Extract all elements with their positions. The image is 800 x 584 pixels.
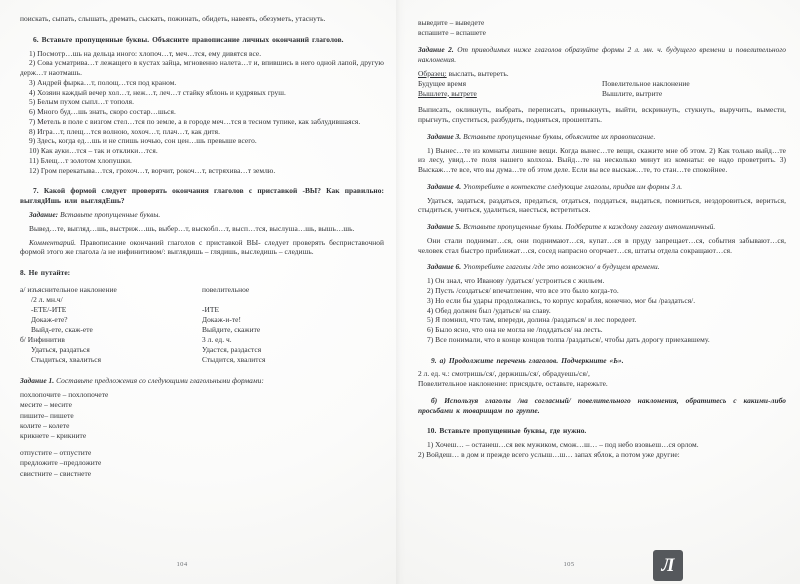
task-2-line	[418, 45, 786, 65]
word-pair: похлопочите – похлопочете	[20, 390, 109, 400]
task-6-item: 3) Но если бы удары продолжались, то корпус корабля, конечно, мог бы /раздаться/.	[427, 295, 696, 305]
right-page-number: 105	[563, 561, 575, 568]
future-tense-column-body: Вышлете, вытрете	[418, 88, 477, 98]
exercise-6-item: 10) Как ауки…тся – так и отклики…тся.	[29, 146, 158, 156]
exercise-6-item: 1) Посмотр…шь на дельца иного: хлопоч…т, меч…тся, ему дивятся все.	[29, 48, 262, 58]
comment-text: Правописание окончаний глаголов с приставкой ВЫ- следует проверять бесприставочной формой этого же глагола /а не инфинитивом/: выглядишь – глядишь, выследишь – следишь.	[20, 237, 384, 257]
task-4-text: Употребите в контексте следующие глаголы, придав им формы 3 л.	[463, 181, 683, 191]
exercise-8-right-cell: Докаж-и-те!	[202, 315, 242, 325]
left-page-content	[20, 14, 384, 479]
exercise-9a-heading: 9. а) Продолжите перечень глаголов. Подчеркните «Ь».	[431, 355, 624, 365]
exercise-8-left-cell: Удаться, раздаться	[31, 345, 90, 355]
task-2-verb-list: Выписать, окликнуть, выбрать, переписать, привыкнуть, выйти, вскрикнуть, стукнуть, выручить, вымести, прыгнуть, спуститься, разбудить, подняться, прошептать.	[418, 105, 786, 125]
exercise-8-left-cell: Стыдиться, хвалиться	[31, 355, 102, 365]
task-2-columns-body	[418, 89, 786, 99]
task-2-text: От приводимых ниже глаголов образуйте формы 2 л. мн. ч. будущего времени и повелительного наклонения.	[418, 45, 787, 65]
task-6-item: 7) Все понимали, что в конце концов толпа /раздаться/, чтобы дать дорогу приехавшему.	[427, 334, 710, 344]
publisher-logo	[653, 550, 683, 581]
exercise-9b-heading: б) Используя глаголы /на согласный/ повелительного наклонения, обратитесь с какими-либо просьбами к товарищам по группе.	[418, 395, 786, 415]
task-1-label: Задание 1.	[20, 376, 55, 386]
exercise-8-heading: 8. Не путайте:	[20, 268, 71, 278]
imperative-column-head: Повелительное наклонение	[602, 78, 690, 88]
task-3-text: Вставьте пропущенные буквы, объясните их правописание.	[463, 131, 656, 141]
right-page	[400, 0, 800, 584]
exercise-8-table	[20, 285, 384, 366]
exercise-6-item: 7) Метель в поле с визгом стел…тся по земле, а в городе меч…тся в тесном тупике, как заблудившаяся.	[29, 116, 361, 126]
comment-label: Комментарий.	[29, 237, 77, 247]
task-3-label: Задание 3.	[427, 131, 462, 141]
exercise-9-line-2: Повелительное наклонение: присядьте, оставьте, нарежьте.	[418, 379, 608, 389]
exercise-8-right-cell: Стыдится, хвалится	[202, 355, 266, 365]
exercise-7-task	[20, 210, 384, 220]
word-pair: месите – месите	[20, 400, 72, 410]
task-1-text: Составьте предложения со следующими глагольными формами:	[56, 376, 264, 386]
exercise-8-right-cell	[202, 295, 384, 305]
task-1-line	[20, 376, 384, 386]
task-1-group-1	[20, 390, 384, 441]
task-5-line	[418, 222, 786, 232]
exercise-8-left-cell: Выйд-ете, скаж-ете	[31, 325, 93, 335]
exercise-7-words: Вывед…те, выгляд…шь, выстриж…шь, выбер…т, выскобл…т, высп…тся, выслуша…шь, вышь…шь.	[29, 223, 355, 233]
exercise-8-right-cell: -ИТЕ	[202, 304, 220, 314]
future-tense-column-head: Будущее время	[418, 78, 467, 88]
exercise-6-item: 12) Гром перекатыва…тся, грохоч…т, ворчит, рокоч…т, встряхива…т землю.	[29, 165, 276, 175]
exercise-8-right-cell: Удастся, раздастся	[202, 345, 262, 355]
exercise-6-item: 6) Много буд…шь знать, скоро состар…шься.	[29, 107, 176, 117]
exercise-6-item: 9) Здесь, когда ед…шь и не спишь ночью, сон цен…шь превыше всего.	[29, 136, 257, 146]
word-pair: пишите– пишете	[20, 410, 74, 420]
exercise-8-left-cell: -ЕТЕ/-ИТЕ	[31, 304, 67, 314]
task-2-label: Задание 2.	[418, 45, 454, 55]
task-6-text: Употребите глаголы /где это возможно/ в будущем времени.	[463, 262, 660, 272]
exercise-6-heading: 6. Вставьте пропущенные буквы. Объясните правописание личных окончаний глаголов.	[33, 34, 344, 44]
exercise-10-item: 2) Войдеш… в дом и прежде всего услыш…ш… запах яблок, а потом уже другие:	[418, 449, 680, 459]
task-5-text: Вставьте пропущенные буквы. Подберите к каждому глаголу антонимичный.	[463, 222, 716, 232]
task-6-line	[418, 262, 786, 272]
publisher-logo-letter: Л	[661, 555, 675, 576]
task-4-body: Удаться, задаться, раздаться, предаться, отдаться, поддаться, выдаться, помниться, нездоровиться, вериться, стыдиться, учиться, удалиться, наесться, встретиться.	[418, 195, 786, 215]
imperative-column-body: Вышлите, вытрите	[602, 88, 663, 98]
task-label: Задание:	[29, 210, 59, 220]
sample-label: Образец:	[418, 68, 447, 78]
exercise-6-item: 8) Игра…т, плещ…тся волною, хохоч…т, плач…т, как дитя.	[29, 126, 220, 136]
word-pair: колите – колете	[20, 420, 70, 430]
exercise-8-left-cell: Докаж-ете?	[31, 315, 68, 325]
task-6-item: 2) Пусть /создаться/ впечатление, что все это было когда-то.	[427, 285, 619, 295]
word-pair: крикнете – крикните	[20, 430, 87, 440]
word-pair: предложите –предложите	[20, 458, 102, 468]
continued-verb-list: поискать, сыпать, слышать, дремать, сыскать, пожинать, обидеть, навеять, обезуметь, утаснуть.	[20, 14, 326, 23]
word-pair: выведите – выведете	[418, 18, 485, 27]
exercise-8-right-cell: Выйдите, скажите	[202, 325, 261, 335]
exercise-8-right-cell: повелительное	[202, 284, 250, 294]
right-page-content	[418, 14, 786, 460]
word-pair: отпустите – отпустите	[20, 448, 92, 458]
task-text: Вставьте пропущенные буквы.	[60, 210, 161, 220]
word-pair: свистните – свистнете	[20, 468, 92, 478]
exercise-10-heading: 10. Вставьте пропущенные буквы, где нужно.	[427, 426, 587, 436]
task-3-body: 1) Вынес…те из комнаты лишние вещи. Когда вынес…те вещи, скажите мне об этом. 2) Как только выйд…те из лесу, увид…те поля нашего колхоза. Выйд…те на несколько минут из комнаты: ее надо проветрить. 3) Выскаж…те все, что вы дума…те об этом деле. Если вы все выскаж…те, то стан…те спокойнее.	[418, 145, 786, 175]
continued-pairs	[418, 18, 786, 38]
exercise-6-item: 5) Белым пухом сыпл…т тополя.	[29, 97, 134, 107]
word-pair: вспашите – вспашете	[418, 28, 486, 38]
exercise-7-comment	[20, 238, 384, 258]
exercise-6-item: 3) Андрей фырка…т, полощ…тся под краном.	[29, 77, 177, 87]
task-4-line	[418, 182, 786, 192]
task-6-item: 6) Было ясно, что она не могла не /поддаться/ на лесть.	[427, 325, 603, 335]
exercise-8-left-cell: а/ изъяснительное наклонение	[20, 284, 117, 294]
left-page-number: 104	[176, 561, 188, 568]
exercise-7-heading: 7. Какой формой следует проверять окончания глаголов с приставкой -ВЫ? Как правильно: выглядИшь или выглядЕшь?	[20, 186, 384, 206]
task-6-item: 4) Обед должен был /удаться/ на славу.	[427, 305, 551, 315]
exercise-8-right-cell: 3 л. ед. ч.	[202, 335, 232, 345]
task-6-label: Задание 6.	[427, 262, 462, 272]
task-3-line	[418, 132, 786, 142]
task-5-body: Они стали поднимат…ся, они поднимают…ся, купат…ся в пруду запрещает…ся, события забывают…ся, человек стал быстро приближат…ся, сосед напрасно огорчает…ся, штаты отдела сокращают…ся.	[418, 235, 786, 255]
task-6-item: 1) Он знал, что Иванову /удаться/ устроиться с жильем.	[427, 276, 605, 286]
task-6-item: 5) Я помнил, что там, впереди, долина /раздаться/ и лес поредеет.	[427, 315, 637, 325]
exercise-6-item: 11) Блещ…т золотом хлопушки.	[29, 155, 132, 165]
exercise-6-item: 2) Сова усматрива…т лежащего в кустах зайца, мгновенно налета…т и, впившись в него одной лапой, другую держ…т наотмашь.	[20, 58, 384, 78]
task-2-columns-heads	[418, 79, 786, 89]
task-4-label: Задание 4.	[427, 181, 462, 191]
exercise-8-left-cell: б/ Инфинитив	[20, 335, 65, 345]
exercise-10-item: 1) Хочеш… – останеш…ся век мужиком, смож…ш… – под небо взовьеш…ся орлом.	[427, 440, 699, 450]
exercise-8-left-cell: /2 л. мн.ч/	[31, 294, 63, 304]
task-1-group-2	[20, 448, 384, 479]
task-5-label: Задание 5.	[427, 222, 462, 232]
task-2-sample	[418, 69, 786, 79]
exercise-6-item: 4) Хозяин каждый вечер хол…т, неж…т, леч…т стайку яблонь и кудрявых груш.	[29, 87, 286, 97]
exercise-9-line-1: 2 л. ед. ч.: смотришь/ся/, держишь/ся/, обрадуешь/ся/,	[418, 369, 590, 379]
sample-words: выслать, вытереть.	[448, 68, 509, 78]
